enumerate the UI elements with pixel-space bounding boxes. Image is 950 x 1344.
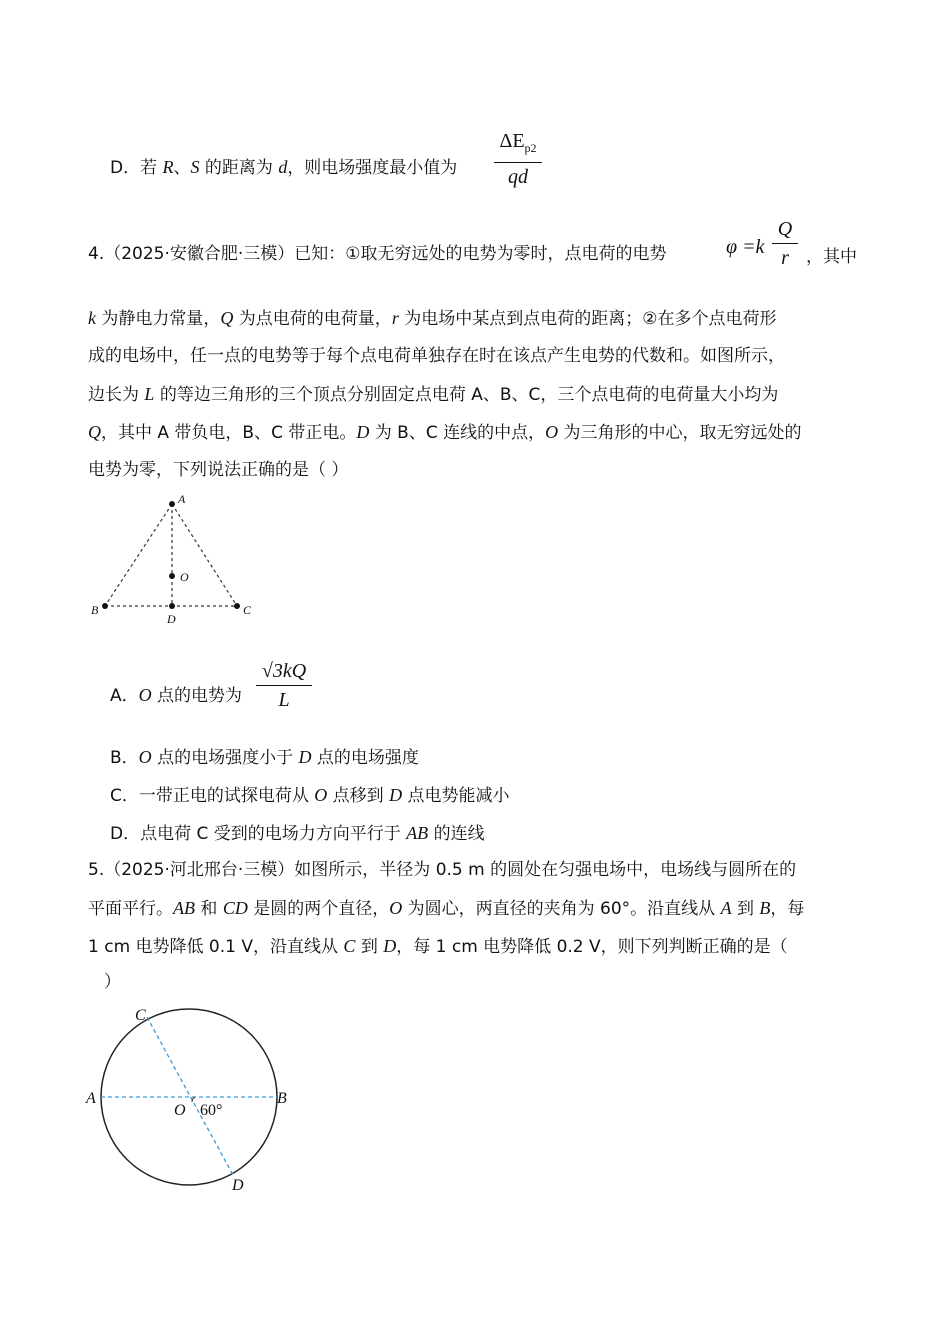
text: 1 cm 电势降低 0.1 V，沿直线从 xyxy=(88,937,344,957)
potential-formula-fraction xyxy=(772,216,798,271)
label-a: A xyxy=(86,1090,96,1107)
text: 为圆心，两直径的夹角为 60°。沿直线从 xyxy=(402,899,721,919)
edge-ab xyxy=(105,504,172,606)
point-a xyxy=(169,501,175,507)
text: 点电势能减小 xyxy=(402,786,510,806)
label-c: C xyxy=(243,603,252,617)
q5-line1: 5.（2025·河北邢台·三模）如图所示，半径为 0.5 m 的圆处在匀强电场中，电场线与圆所在的 xyxy=(88,860,797,880)
var-q: Q xyxy=(220,308,234,328)
q5-line2 xyxy=(88,896,804,921)
text: ，每 1 cm 电势降低 0.2 V，则下列判断正确的是（ xyxy=(396,937,788,957)
q4-header-text: 4.（2025·安徽合肥·三模）已知：①取无穷远处的电势为零时，点电荷的电势 xyxy=(88,244,667,264)
option-a-fraction xyxy=(256,658,312,713)
option-label: D． xyxy=(110,158,141,178)
var-d: D xyxy=(383,936,397,956)
circle-figure xyxy=(80,1000,300,1200)
label-c: C xyxy=(135,1007,146,1024)
var-o: O xyxy=(545,422,559,442)
var-a: A xyxy=(720,898,732,918)
var-ab: AB xyxy=(173,898,195,918)
label-b: B xyxy=(277,1090,287,1107)
fraction-numerator: √3kQ xyxy=(261,660,307,682)
q4-option-b[interactable] xyxy=(110,745,419,770)
fraction-bar xyxy=(772,243,798,244)
angle-arc xyxy=(192,1097,195,1102)
point-b xyxy=(102,603,108,609)
var-o: O xyxy=(138,747,152,767)
var-o: O xyxy=(314,785,328,805)
label-angle: 60° xyxy=(200,1102,223,1119)
var-s: S xyxy=(190,157,200,177)
fraction-energy xyxy=(494,128,542,190)
option-label: B． xyxy=(110,748,139,768)
q4-line4 xyxy=(88,382,778,407)
var-k: k xyxy=(88,308,96,328)
q5-line3 xyxy=(88,934,788,959)
label-o: O xyxy=(180,570,189,584)
q4-option-d[interactable] xyxy=(110,821,485,846)
q4-line6: 电势为零，下列说法正确的是（ ） xyxy=(88,460,349,480)
q4-line2 xyxy=(88,306,776,331)
var-l: L xyxy=(144,384,155,404)
text: 为静电力常量， xyxy=(96,309,221,329)
text: 点电荷 C 受到的电场力方向平行于 xyxy=(140,824,407,844)
text: 是圆的两个直径， xyxy=(247,899,390,919)
edge-ac xyxy=(172,504,237,606)
point-d xyxy=(169,603,175,609)
text: 为三角形的中心，取无穷远处的 xyxy=(558,423,802,443)
separator: 、 xyxy=(173,158,191,178)
var-q: Q xyxy=(88,422,101,442)
var-r: r xyxy=(391,308,399,328)
text: 为点电荷的电荷量， xyxy=(233,309,392,329)
text: 的等边三角形的三个顶点分别固定点电荷 A、B、C，三个点电荷的电荷量大小均为 xyxy=(154,385,779,405)
subscript: p2 xyxy=(524,141,537,155)
var-o: O xyxy=(138,685,152,705)
text: 平面平行。 xyxy=(88,899,173,919)
text: 到 xyxy=(355,937,384,957)
q4-option-a[interactable] xyxy=(110,683,242,708)
label-o: O xyxy=(174,1102,186,1119)
text: 为 B、C 连线的中点， xyxy=(369,423,546,443)
point-o xyxy=(169,573,175,579)
var-d: D xyxy=(389,785,403,805)
q4-line3: 成的电场中，任一点的电势等于每个点电荷单独存在时在该点产生电势的代数和。如图所示， xyxy=(88,346,785,366)
text: ，其中 A 带负电，B、C 带正电。 xyxy=(101,423,357,443)
option-label: D． xyxy=(110,824,141,844)
var-c: C xyxy=(343,936,356,956)
label-a: A xyxy=(178,492,186,506)
var-d: D xyxy=(356,422,370,442)
option-text: 点的电势为 xyxy=(151,686,243,706)
fraction-numerator xyxy=(494,128,542,161)
text: 一带正电的试探电荷从 xyxy=(138,786,315,806)
text: ，每 xyxy=(770,899,805,919)
text: 点的电场强度小于 xyxy=(151,748,299,768)
var-r: R xyxy=(162,157,174,177)
label-b: B xyxy=(91,603,99,617)
var-ab: AB xyxy=(406,823,429,843)
fraction-denominator: r xyxy=(781,247,789,269)
q5-line4: ） xyxy=(104,972,121,992)
q4-header xyxy=(88,242,667,266)
potential-formula-lhs: φ =k xyxy=(726,236,765,258)
var-cd: CD xyxy=(222,898,248,918)
var-o: O xyxy=(389,898,403,918)
text: 为电场中某点到点电荷的距离；②在多个点电荷形 xyxy=(398,309,777,329)
var-d: D xyxy=(298,747,312,767)
text: 点的电场强度 xyxy=(311,748,419,768)
var-b: B xyxy=(759,898,771,918)
var-d: d xyxy=(278,157,288,177)
text: 到 xyxy=(731,899,760,919)
triangle-figure xyxy=(86,492,256,627)
fraction-numerator: Q xyxy=(777,218,793,240)
point-c xyxy=(234,603,240,609)
text: 边长为 xyxy=(88,385,145,405)
option-d-prev xyxy=(110,155,457,180)
fraction-bar xyxy=(256,685,312,686)
delta-e: ΔE xyxy=(499,130,525,152)
option-label: C． xyxy=(110,786,139,806)
q4-option-c[interactable] xyxy=(110,783,510,808)
option-text: ，则电场强度最小值为 xyxy=(287,158,458,178)
fraction-denominator: qd xyxy=(508,166,528,188)
option-text: 的距离为 xyxy=(199,158,279,178)
label-d: D xyxy=(167,612,176,626)
diameter-cd xyxy=(147,1017,233,1175)
text: 的连线 xyxy=(428,824,485,844)
label-d: D xyxy=(232,1177,244,1194)
text: 点移到 xyxy=(327,786,390,806)
q4-line5 xyxy=(88,420,802,445)
text: 和 xyxy=(195,899,223,919)
fraction-denominator: L xyxy=(278,689,290,711)
option-text: 若 xyxy=(140,158,158,178)
option-label: A． xyxy=(110,686,139,706)
fraction-bar xyxy=(494,162,542,163)
q4-header-tail: ，其中 xyxy=(806,247,857,267)
